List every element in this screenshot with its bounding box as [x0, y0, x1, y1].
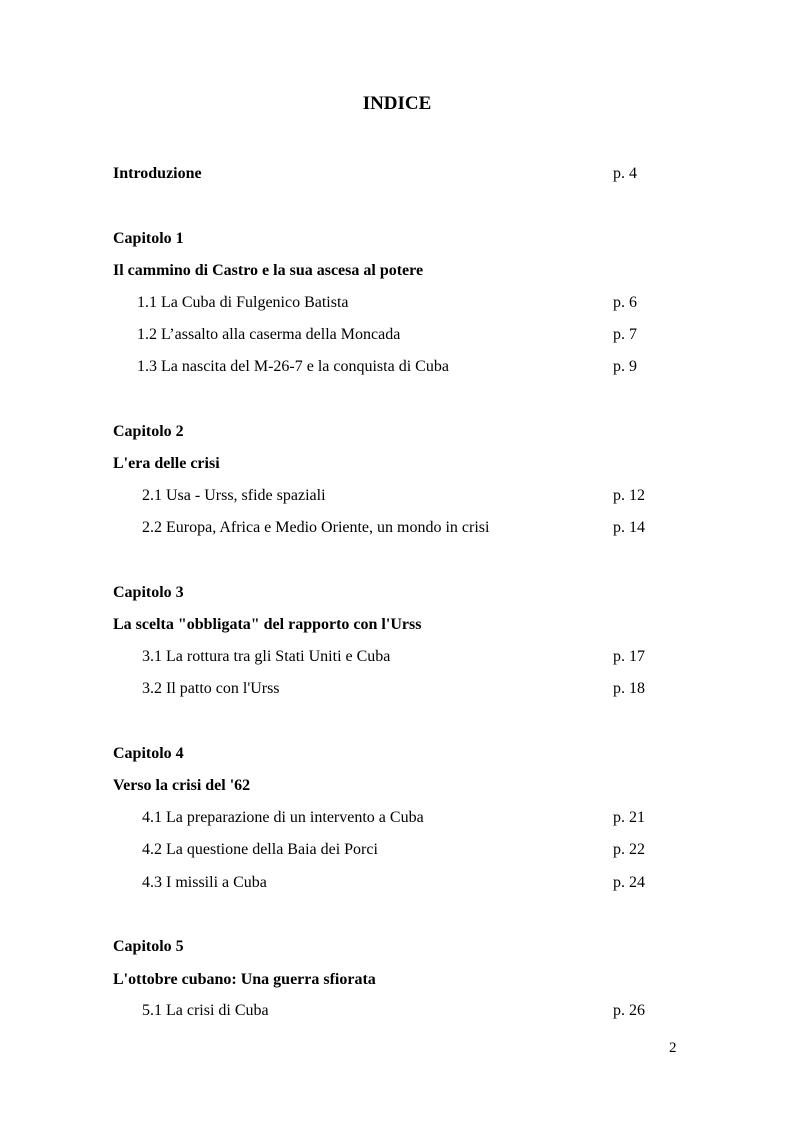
- chapter-3-heading[interactable]: Capitolo 3: [113, 584, 184, 601]
- page-number: 2: [669, 1040, 677, 1056]
- chapter-2-heading[interactable]: Capitolo 2: [113, 423, 184, 440]
- toc-intro-page: p. 4: [613, 165, 637, 182]
- chapter-5-title[interactable]: L'ottobre cubano: Una guerra sfiorata: [113, 971, 376, 988]
- section-5-1-label[interactable]: 5.1 La crisi di Cuba: [142, 1002, 269, 1019]
- section-1-3-page: p. 9: [613, 358, 637, 375]
- chapter-5-heading[interactable]: Capitolo 5: [113, 938, 184, 955]
- section-1-1-label[interactable]: 1.1 La Cuba di Fulgenico Batista: [137, 294, 349, 311]
- section-4-2-label[interactable]: 4.2 La questione della Baia dei Porci: [142, 841, 378, 858]
- section-4-3-label[interactable]: 4.3 I missili a Cuba: [142, 874, 267, 891]
- chapter-3-title[interactable]: La scelta "obbligata" del rapporto con l'Urss: [113, 616, 422, 633]
- section-3-2-label[interactable]: 3.2 Il patto con l'Urss: [142, 680, 280, 697]
- section-1-2-label[interactable]: 1.2 L’assalto alla caserma della Moncada: [137, 326, 401, 343]
- section-3-2-page: p. 18: [613, 680, 645, 697]
- section-2-2-label[interactable]: 2.2 Europa, Africa e Medio Oriente, un mondo in crisi: [142, 519, 490, 536]
- section-3-1-label[interactable]: 3.1 La rottura tra gli Stati Uniti e Cuba: [142, 648, 391, 665]
- toc-intro-label[interactable]: Introduzione: [113, 165, 202, 182]
- section-4-3-page: p. 24: [613, 874, 645, 891]
- section-4-1-label[interactable]: 4.1 La preparazione di un intervento a Cuba: [142, 809, 424, 826]
- section-2-1-page: p. 12: [613, 487, 645, 504]
- chapter-1-heading[interactable]: Capitolo 1: [113, 230, 184, 247]
- section-1-2-page: p. 7: [613, 326, 637, 343]
- chapter-2-title[interactable]: L'era delle crisi: [113, 455, 220, 472]
- chapter-4-title[interactable]: Verso la crisi del '62: [113, 777, 251, 794]
- chapter-1-title[interactable]: Il cammino di Castro e la sua ascesa al potere: [113, 262, 424, 279]
- section-4-2-page: p. 22: [613, 841, 645, 858]
- section-4-1-page: p. 21: [613, 809, 645, 826]
- chapter-4-heading[interactable]: Capitolo 4: [113, 745, 184, 762]
- section-1-1-page: p. 6: [613, 294, 637, 311]
- section-2-1-label[interactable]: 2.1 Usa - Urss, sfide spaziali: [142, 487, 326, 504]
- section-3-1-page: p. 17: [613, 648, 645, 665]
- section-1-3-label[interactable]: 1.3 La nascita del M-26-7 e la conquista di Cuba: [137, 358, 449, 375]
- section-2-2-page: p. 14: [613, 519, 645, 536]
- page-title: INDICE: [362, 93, 432, 114]
- section-5-1-page: p. 26: [613, 1002, 645, 1019]
